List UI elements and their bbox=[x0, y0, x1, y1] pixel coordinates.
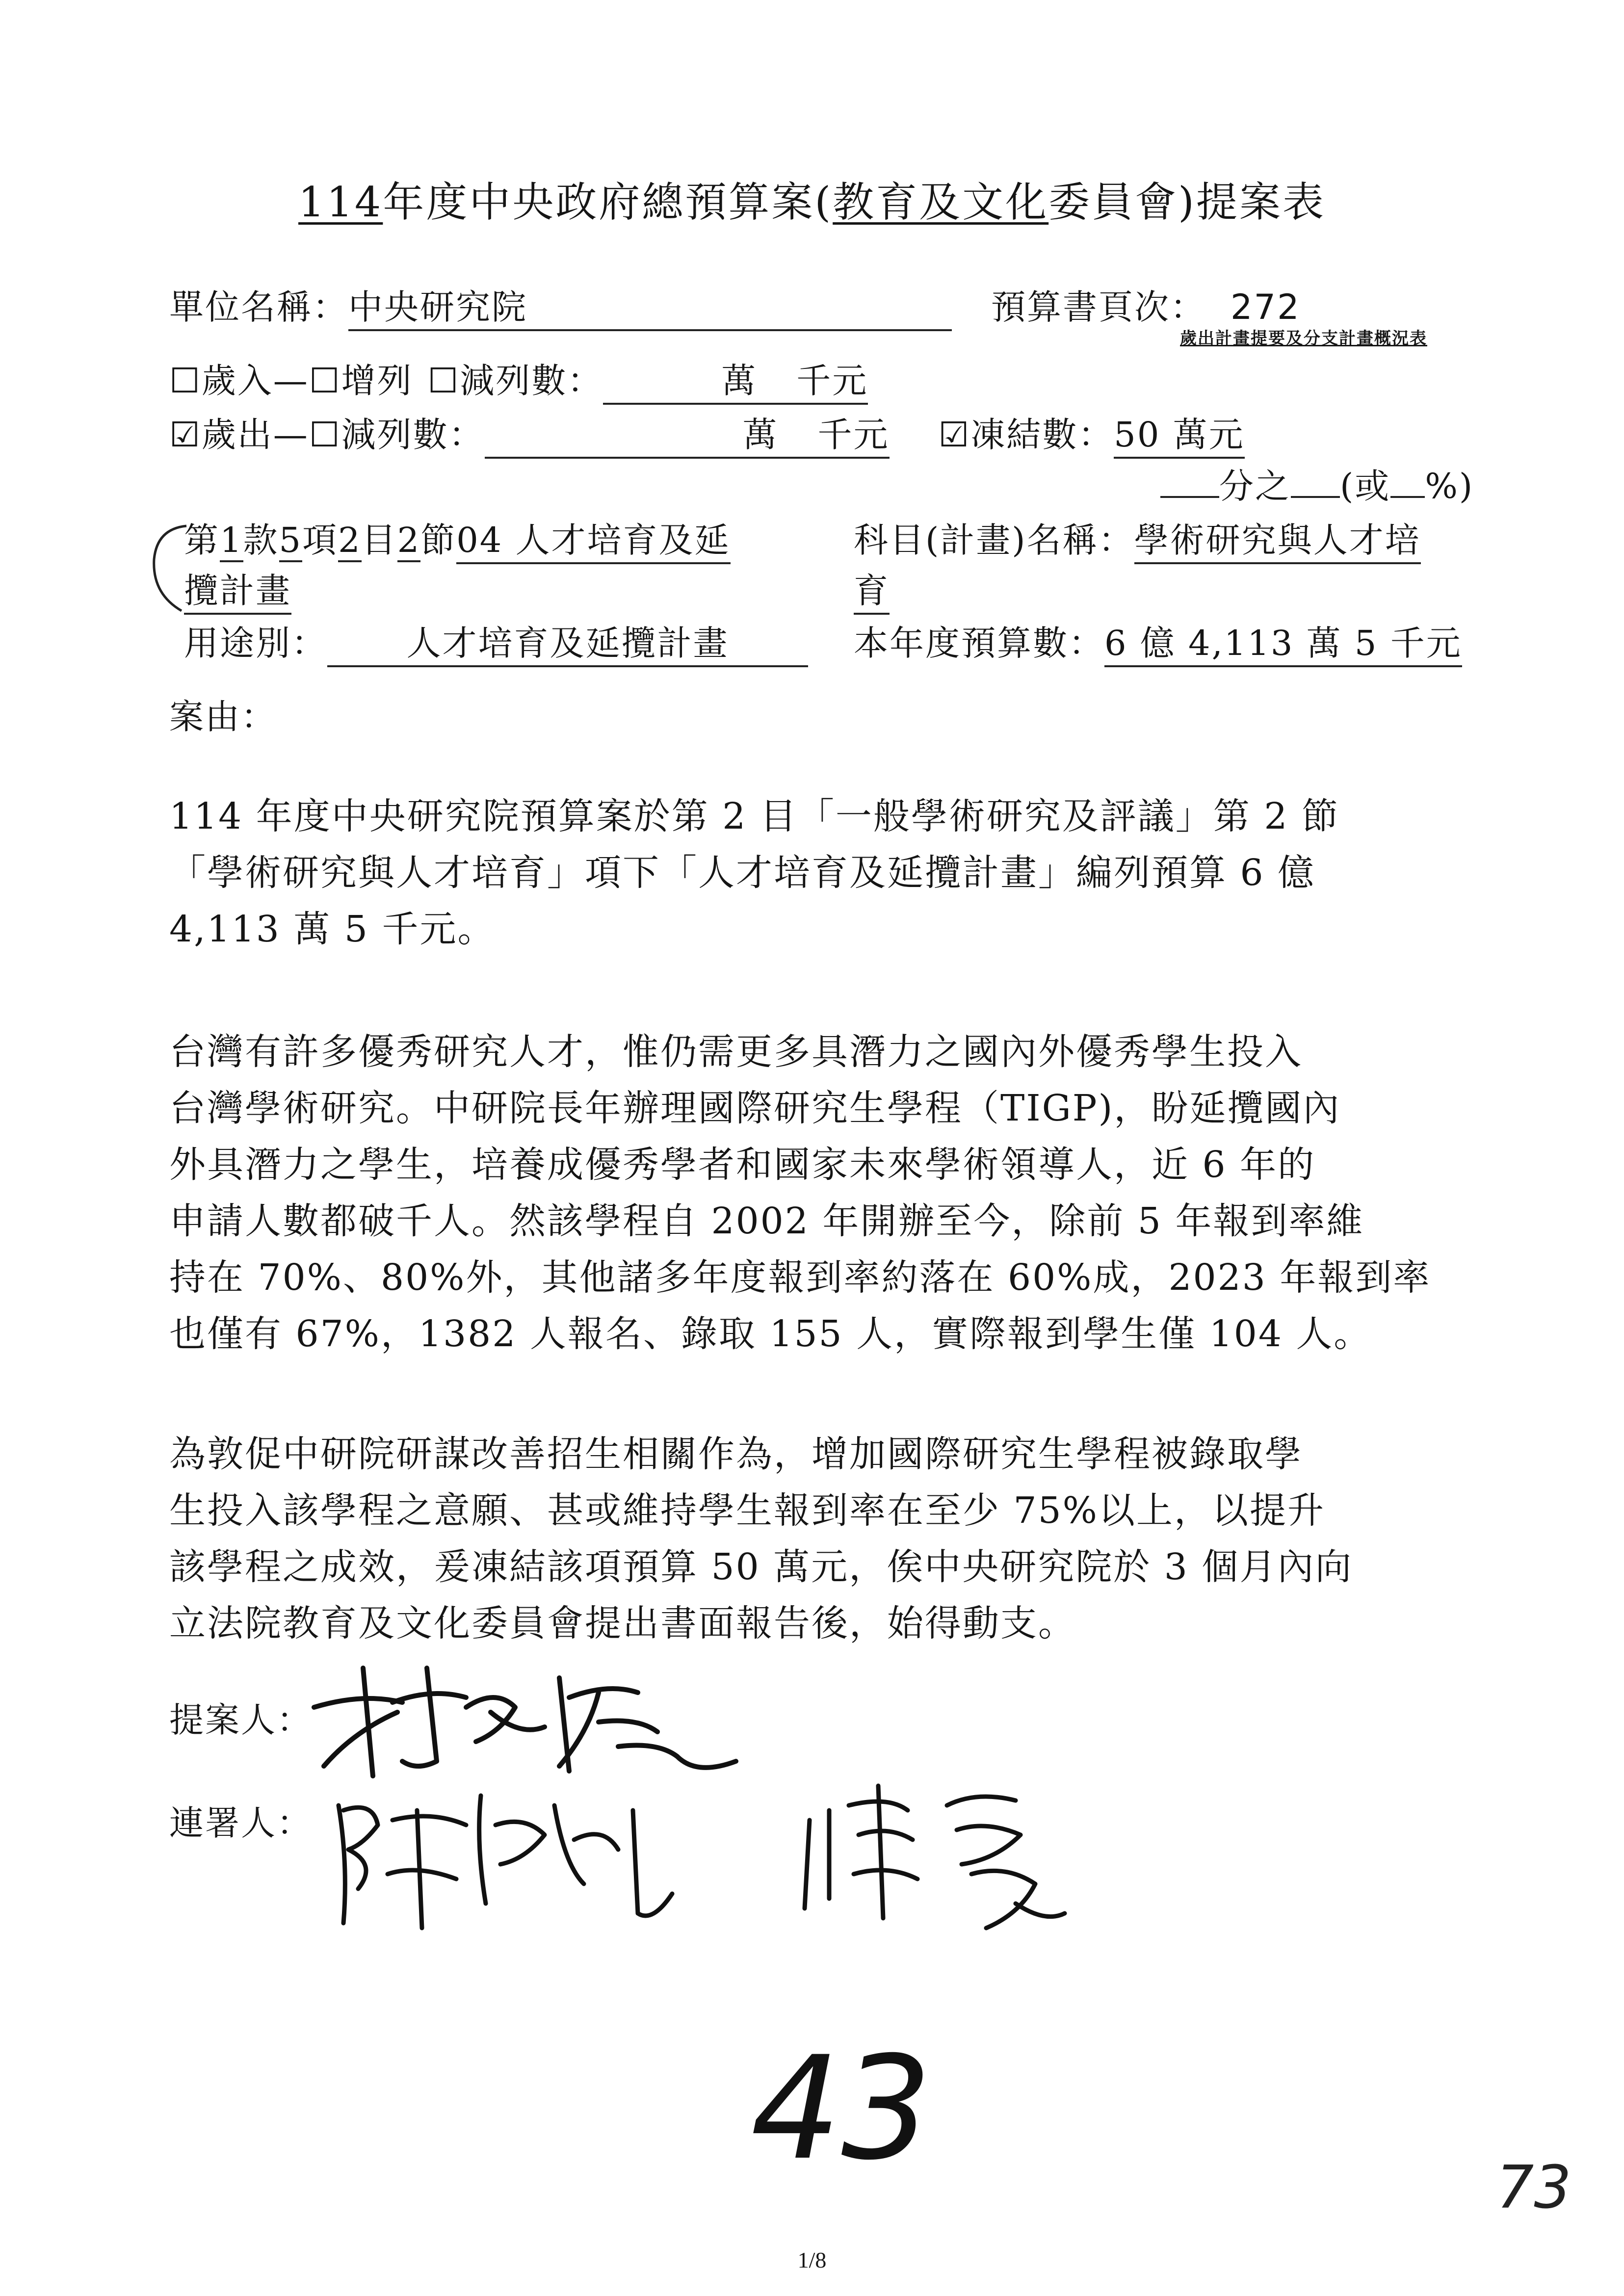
paragraph-3-line-3: 該學程之成效，爰凍結該項預算 50 萬元，俟中央研究院於 3 個月內向 bbox=[169, 1546, 1353, 1588]
proposer-label: 提案人： bbox=[169, 1700, 313, 1740]
decrease-label: 減列數： bbox=[460, 361, 603, 401]
subject-label: 科目(計畫)名稱： bbox=[854, 520, 1134, 560]
handwritten-number: 43 bbox=[751, 2026, 932, 2192]
item-jie-suffix: 節 bbox=[420, 520, 457, 560]
cosigner-signatures bbox=[319, 1766, 1114, 1953]
paragraph-3-line-2: 生投入該學程之意願、甚或維持學生報到率在至少 75%以上，以提升 bbox=[169, 1489, 1325, 1532]
paragraph-2-line-3: 外具潛力之學生，培養成優秀學者和國家未來學術領導人，近 6 年的 bbox=[169, 1144, 1316, 1186]
paragraph-2-line-1: 台灣有許多優秀研究人才，惟仍需更多具潛力之國內外優秀學生投入 bbox=[169, 1031, 1303, 1073]
subject-row bbox=[854, 513, 1421, 564]
paragraph-3-line-1: 為敦促中研院研謀改善招生相關作為，增加國際研究生學程被錄取學 bbox=[169, 1433, 1303, 1475]
expense-checkbox[interactable]: ☑ bbox=[169, 415, 202, 455]
unit-label: 單位名稱： bbox=[169, 287, 348, 327]
freeze-label: 凍結數： bbox=[970, 415, 1114, 455]
fraction-text-a: 分之 bbox=[1219, 466, 1291, 506]
item-mu-value: 2 bbox=[338, 520, 362, 562]
corner-mark: 73 bbox=[1496, 2154, 1572, 2222]
reason-label: 案由： bbox=[169, 697, 277, 737]
budget-page-label: 預算書頁次： bbox=[991, 287, 1206, 327]
title-prefix: 年度中央政府總預算案( bbox=[383, 178, 833, 226]
page-number: 1/8 bbox=[797, 2247, 827, 2272]
budget-page-row bbox=[991, 280, 1301, 329]
freeze-value: 50 萬元 bbox=[1114, 407, 1244, 459]
revenue-checkbox[interactable]: ☐ bbox=[169, 361, 202, 401]
expense-qian: 千元 bbox=[817, 415, 890, 455]
item-name-cont bbox=[184, 563, 291, 615]
fraction-row bbox=[1160, 459, 1474, 508]
annual-budget-value: 6 億 4,113 萬 5 千元 bbox=[1104, 616, 1462, 667]
item-name: 04 人才培育及延 bbox=[456, 513, 730, 564]
expense-label: 歲出— bbox=[201, 415, 309, 455]
unit-name-row bbox=[169, 280, 952, 331]
revenue-label: 歲入— bbox=[201, 361, 309, 401]
decrease-checkbox[interactable]: ☐ bbox=[427, 361, 460, 401]
expense-decrease-label: 減列數： bbox=[341, 415, 485, 455]
fraction-blank-1[interactable] bbox=[1160, 496, 1219, 498]
document-title bbox=[0, 169, 1624, 229]
paragraph-1-line-1: 114 年度中央研究院預算案於第 2 目「一般學術研究及評議」第 2 節 bbox=[169, 795, 1340, 837]
budget-page-value: 272 bbox=[1231, 287, 1301, 327]
fraction-blank-3[interactable] bbox=[1390, 496, 1425, 498]
paragraph-1-line-3: 4,113 萬 5 千元。 bbox=[169, 908, 496, 950]
subject-value: 學術研究與人才培 bbox=[1134, 513, 1421, 564]
revenue-amount-blank[interactable] bbox=[603, 353, 868, 405]
revenue-wan: 萬 bbox=[721, 361, 758, 401]
usage-label: 用途別： bbox=[184, 623, 327, 663]
title-committee: 教育及文化 bbox=[833, 178, 1049, 226]
fraction-blank-2[interactable] bbox=[1291, 496, 1340, 498]
expense-amount-blank[interactable] bbox=[485, 407, 890, 459]
proposer-signature bbox=[304, 1648, 834, 1786]
subject-row-cont bbox=[854, 563, 890, 615]
expense-wan: 萬 bbox=[742, 415, 779, 455]
paragraph-2-line-2: 台灣學術研究。中研院長年辦理國際研究生學程（TIGP)，盼延攬國內 bbox=[169, 1087, 1341, 1129]
paragraph-2-line-5: 持在 70%、80%外，其他諸多年度報到率約落在 60%成，2023 年報到率 bbox=[169, 1256, 1431, 1299]
paragraph-3-line-4: 立法院教育及文化委員會提出書面報告後，始得動支。 bbox=[169, 1602, 1076, 1644]
usage-row bbox=[184, 616, 808, 667]
title-suffix: 委員會)提案表 bbox=[1048, 178, 1326, 226]
fraction-text-c: %) bbox=[1425, 466, 1474, 506]
paragraph-2-line-6: 也僅有 67%，1382 人報名、錄取 155 人，實際報到學生僅 104 人。 bbox=[169, 1313, 1372, 1355]
subject-value-line2: 育 bbox=[854, 563, 890, 615]
item-kuan-label: 第 bbox=[184, 520, 220, 560]
item-mu-label: 項 bbox=[302, 520, 339, 560]
usage-value: 人才培育及延攬計畫 bbox=[327, 616, 808, 667]
item-row bbox=[184, 513, 731, 564]
annual-budget-row bbox=[854, 616, 1462, 667]
paragraph-1-line-2: 「學術研究與人才培育」項下「人才培育及延攬計畫」編列預算 6 億 bbox=[169, 852, 1316, 894]
item-name-line2: 攬計畫 bbox=[184, 563, 291, 615]
expense-row bbox=[169, 407, 1245, 459]
annual-budget-label: 本年度預算數： bbox=[854, 623, 1104, 663]
fraction-text-b: (或 bbox=[1340, 466, 1391, 506]
increase-label: 增列 bbox=[341, 361, 413, 401]
revenue-row bbox=[169, 353, 868, 405]
cosigner-label: 連署人： bbox=[169, 1803, 313, 1843]
item-xiang-label: 款 bbox=[243, 520, 279, 560]
item-jie-label: 目 bbox=[361, 520, 397, 560]
unit-value: 中央研究院 bbox=[348, 280, 952, 331]
freeze-checkbox[interactable]: ☑ bbox=[938, 415, 971, 455]
budget-page-note: 歲出計畫提要及分支計畫概況表 bbox=[1180, 329, 1427, 348]
paragraph-2-line-4: 申請人數都破千人。然該學程自 2002 年開辦至今，除前 5 年報到率維 bbox=[169, 1200, 1364, 1242]
title-year: 114 bbox=[298, 178, 383, 226]
item-xiang-value: 5 bbox=[279, 520, 303, 562]
item-kuan-value: 1 bbox=[220, 520, 243, 562]
expense-decrease-checkbox[interactable]: ☐ bbox=[309, 415, 341, 455]
item-jie-value: 2 bbox=[397, 520, 421, 562]
revenue-qian: 千元 bbox=[796, 361, 868, 401]
increase-checkbox[interactable]: ☐ bbox=[309, 361, 341, 401]
